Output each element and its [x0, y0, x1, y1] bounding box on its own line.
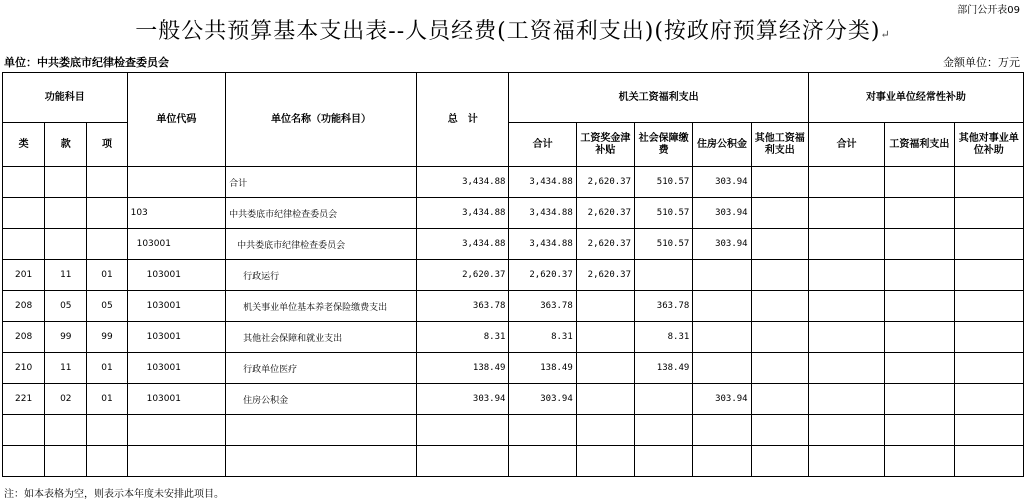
- cell-lei: [3, 167, 45, 198]
- header-other-inst: 其他对事业单位补助: [954, 123, 1023, 167]
- cell-wage: 2,620.37: [576, 260, 634, 291]
- cell-hj2: [808, 415, 884, 446]
- cell-kuan: [45, 446, 87, 477]
- cell-unit-code: 103: [127, 198, 225, 229]
- cell-unit-name: 住房公积金: [226, 384, 417, 415]
- cell-housing: [693, 446, 751, 477]
- cell-hj: 303.94: [509, 384, 576, 415]
- header-lei: 类: [3, 123, 45, 167]
- table-row: [3, 353, 1024, 384]
- cell-lei: [3, 446, 45, 477]
- cell-hj2: [808, 446, 884, 477]
- cell-hj2: [808, 322, 884, 353]
- table-row: [3, 229, 1024, 260]
- cell-kuan: 11: [45, 260, 87, 291]
- table-row: [3, 322, 1024, 353]
- cell-hj2: [808, 198, 884, 229]
- cell-unit-code: [127, 446, 225, 477]
- cell-unit-name: 中共娄底市纪律检查委员会: [226, 229, 417, 260]
- table-row: [3, 384, 1024, 415]
- cell-wage: 2,620.37: [576, 198, 634, 229]
- cell-inst-welfare: [885, 167, 954, 198]
- cell-social: 510.57: [635, 167, 693, 198]
- cell-social: 363.78: [635, 291, 693, 322]
- cell-housing: 303.94: [693, 384, 751, 415]
- table-row: [3, 198, 1024, 229]
- cell-social: 510.57: [635, 198, 693, 229]
- header-inst-group: 对事业单位经常性补助: [808, 73, 1023, 123]
- cell-other-welfare: [751, 167, 808, 198]
- cell-other-welfare: [751, 229, 808, 260]
- cell-housing: [693, 291, 751, 322]
- cell-lei: 208: [3, 291, 45, 322]
- cell-total: 8.31: [417, 322, 509, 353]
- cell-xiang: 99: [87, 322, 127, 353]
- cell-other-inst: [954, 384, 1023, 415]
- cell-wage: [576, 353, 634, 384]
- cell-unit-code: [127, 167, 225, 198]
- header-org-group: 机关工资福利支出: [509, 73, 808, 123]
- cell-kuan: [45, 198, 87, 229]
- cell-unit-name: [226, 446, 417, 477]
- title-text: 一般公共预算基本支出表--人员经费(工资福利支出)(按政府预算经济分类): [135, 19, 881, 44]
- unit-label: 单位：中共娄底市纪律检查委员会: [4, 56, 169, 69]
- cell-hj2: [808, 384, 884, 415]
- cell-wage: [576, 415, 634, 446]
- cell-xiang: [87, 229, 127, 260]
- cell-housing: [693, 415, 751, 446]
- cell-other-welfare: [751, 260, 808, 291]
- form-number: 部门公开表09: [957, 5, 1020, 16]
- paragraph-mark-icon: ↵: [880, 28, 891, 41]
- cell-other-welfare: [751, 384, 808, 415]
- header-inst-welfare: 工资福利支出: [885, 123, 954, 167]
- cell-kuan: 11: [45, 353, 87, 384]
- cell-unit-name: [226, 415, 417, 446]
- cell-xiang: [87, 446, 127, 477]
- cell-hj: [509, 446, 576, 477]
- cell-housing: 303.94: [693, 198, 751, 229]
- header-wage-bonus: 工资奖金津补贴: [576, 123, 634, 167]
- cell-inst-welfare: [885, 198, 954, 229]
- cell-hj2: [808, 167, 884, 198]
- cell-other-welfare: [751, 353, 808, 384]
- cell-other-welfare: [751, 198, 808, 229]
- header-unit-code: 单位代码: [127, 73, 225, 167]
- cell-xiang: 01: [87, 384, 127, 415]
- cell-unit-code: 103001: [127, 322, 225, 353]
- cell-inst-welfare: [885, 384, 954, 415]
- cell-other-inst: [954, 291, 1023, 322]
- cell-unit-name: 机关事业单位基本养老保险缴费支出: [226, 291, 417, 322]
- cell-unit-name: 合计: [226, 167, 417, 198]
- cell-xiang: [87, 415, 127, 446]
- cell-other-welfare: [751, 291, 808, 322]
- cell-unit-code: [127, 415, 225, 446]
- cell-kuan: 99: [45, 322, 87, 353]
- cell-unit-code: 103001: [127, 291, 225, 322]
- cell-wage: [576, 446, 634, 477]
- table-row: [3, 446, 1024, 477]
- cell-hj2: [808, 229, 884, 260]
- cell-inst-welfare: [885, 353, 954, 384]
- header-hj2: 合计: [808, 123, 884, 167]
- cell-total: [417, 415, 509, 446]
- cell-kuan: [45, 229, 87, 260]
- cell-hj: 3,434.88: [509, 198, 576, 229]
- cell-social: 8.31: [635, 322, 693, 353]
- budget-table: [2, 72, 1024, 477]
- cell-kuan: [45, 167, 87, 198]
- cell-social: [635, 260, 693, 291]
- cell-other-welfare: [751, 446, 808, 477]
- cell-lei: [3, 198, 45, 229]
- cell-wage: [576, 322, 634, 353]
- cell-total: 363.78: [417, 291, 509, 322]
- cell-other-welfare: [751, 415, 808, 446]
- header-unit-name: 单位名称（功能科目）: [226, 73, 417, 167]
- header-housing-fund: 住房公积金: [693, 123, 751, 167]
- cell-hj: 2,620.37: [509, 260, 576, 291]
- table-row: [3, 260, 1024, 291]
- cell-total: 3,434.88: [417, 229, 509, 260]
- table-body: [3, 167, 1024, 477]
- cell-housing: [693, 353, 751, 384]
- cell-unit-code: 103001: [127, 353, 225, 384]
- cell-hj: [509, 415, 576, 446]
- cell-kuan: 05: [45, 291, 87, 322]
- cell-housing: [693, 322, 751, 353]
- cell-lei: 201: [3, 260, 45, 291]
- footnote: 注：如本表格为空，则表示本年度未安排此项目。: [4, 489, 224, 500]
- cell-hj2: [808, 260, 884, 291]
- cell-xiang: 01: [87, 260, 127, 291]
- amount-unit-label: 金额单位：万元: [943, 56, 1020, 69]
- cell-social: 138.49: [635, 353, 693, 384]
- cell-total: [417, 446, 509, 477]
- cell-other-inst: [954, 353, 1023, 384]
- cell-other-inst: [954, 260, 1023, 291]
- cell-social: [635, 384, 693, 415]
- cell-total: 2,620.37: [417, 260, 509, 291]
- table-row: [3, 291, 1024, 322]
- cell-inst-welfare: [885, 260, 954, 291]
- cell-other-inst: [954, 198, 1023, 229]
- cell-other-welfare: [751, 322, 808, 353]
- cell-kuan: [45, 415, 87, 446]
- cell-inst-welfare: [885, 291, 954, 322]
- cell-unit-name: 行政单位医疗: [226, 353, 417, 384]
- cell-other-inst: [954, 415, 1023, 446]
- cell-lei: 221: [3, 384, 45, 415]
- cell-unit-code: 103001: [127, 384, 225, 415]
- cell-wage: 2,620.37: [576, 167, 634, 198]
- cell-housing: 303.94: [693, 167, 751, 198]
- page-title: [0, 14, 1026, 45]
- cell-wage: [576, 384, 634, 415]
- cell-hj: 363.78: [509, 291, 576, 322]
- cell-xiang: 01: [87, 353, 127, 384]
- cell-lei: [3, 415, 45, 446]
- cell-housing: [693, 260, 751, 291]
- cell-other-inst: [954, 446, 1023, 477]
- cell-lei: [3, 229, 45, 260]
- cell-inst-welfare: [885, 322, 954, 353]
- cell-lei: 208: [3, 322, 45, 353]
- header-hj1: 合计: [509, 123, 576, 167]
- header-xiang: 项: [87, 123, 127, 167]
- cell-other-inst: [954, 322, 1023, 353]
- header-func-subject: 功能科目: [3, 73, 128, 123]
- cell-hj2: [808, 291, 884, 322]
- header-total: 总 计: [417, 73, 509, 167]
- cell-xiang: 05: [87, 291, 127, 322]
- cell-inst-welfare: [885, 415, 954, 446]
- cell-xiang: [87, 198, 127, 229]
- cell-social: [635, 446, 693, 477]
- header-other-welfare: 其他工资福利支出: [751, 123, 808, 167]
- cell-hj: 8.31: [509, 322, 576, 353]
- cell-lei: 210: [3, 353, 45, 384]
- cell-xiang: [87, 167, 127, 198]
- cell-kuan: 02: [45, 384, 87, 415]
- cell-unit-code: 103001: [127, 229, 225, 260]
- table-row: [3, 415, 1024, 446]
- cell-inst-welfare: [885, 229, 954, 260]
- cell-wage: 2,620.37: [576, 229, 634, 260]
- cell-other-inst: [954, 167, 1023, 198]
- cell-social: [635, 415, 693, 446]
- header-kuan: 款: [45, 123, 87, 167]
- cell-total: 138.49: [417, 353, 509, 384]
- cell-hj: 138.49: [509, 353, 576, 384]
- cell-other-inst: [954, 229, 1023, 260]
- cell-wage: [576, 291, 634, 322]
- cell-hj: 3,434.88: [509, 229, 576, 260]
- table-row: [3, 167, 1024, 198]
- cell-unit-name: 行政运行: [226, 260, 417, 291]
- cell-inst-welfare: [885, 446, 954, 477]
- cell-unit-name: 中共娄底市纪律检查委员会: [226, 198, 417, 229]
- cell-hj: 3,434.88: [509, 167, 576, 198]
- cell-unit-name: 其他社会保障和就业支出: [226, 322, 417, 353]
- cell-total: 3,434.88: [417, 198, 509, 229]
- cell-social: 510.57: [635, 229, 693, 260]
- header-social-ins: 社会保障缴费: [635, 123, 693, 167]
- cell-total: 3,434.88: [417, 167, 509, 198]
- cell-total: 303.94: [417, 384, 509, 415]
- cell-hj2: [808, 353, 884, 384]
- cell-housing: 303.94: [693, 229, 751, 260]
- cell-unit-code: 103001: [127, 260, 225, 291]
